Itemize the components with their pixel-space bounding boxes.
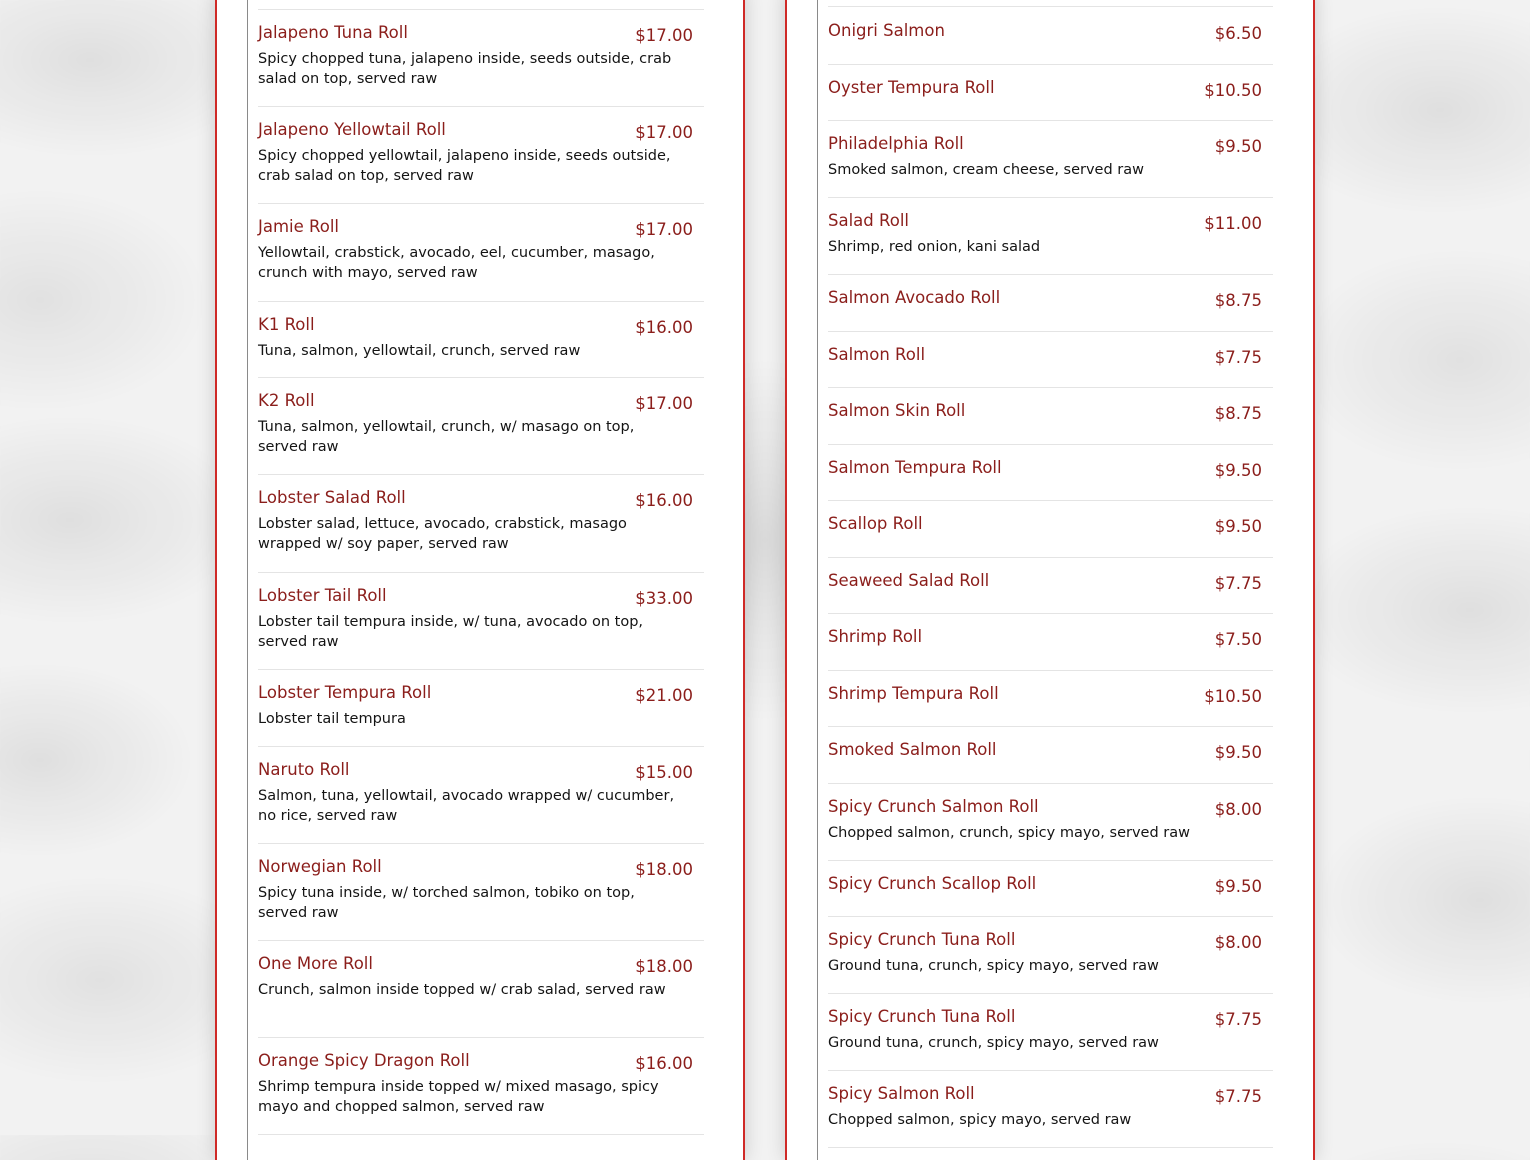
item-name: Shrimp Tempura Roll — [828, 684, 999, 703]
item-description: Shrimp, red onion, kani salad — [828, 239, 1041, 255]
menu-item[interactable] — [258, 120, 704, 204]
item-price: $17.00 — [635, 394, 693, 413]
item-description: Lobster tail tempura — [258, 711, 406, 727]
menu-item[interactable] — [258, 683, 704, 747]
menu-item[interactable] — [828, 211, 1273, 275]
item-name: Seaweed Salad Roll — [828, 571, 990, 590]
item-price: $15.00 — [635, 763, 693, 782]
item-price: $21.00 — [635, 686, 693, 705]
menu-panel-right — [785, 0, 1315, 1160]
item-price: $8.75 — [1214, 404, 1262, 423]
menu-item[interactable] — [828, 458, 1273, 501]
menu-item[interactable] — [828, 571, 1273, 614]
item-name: Scallop Roll — [828, 514, 923, 533]
menu-list-right — [817, 0, 1274, 1160]
item-price: $8.00 — [1214, 933, 1262, 952]
item-description: Lobster salad, lettuce, avocado, crabstick, masago wrapped w/ soy paper, served raw — [258, 516, 627, 552]
item-price: $17.00 — [635, 26, 693, 45]
item-name: Spicy Crunch Tuna Roll — [828, 930, 1016, 949]
menu-item[interactable] — [828, 684, 1273, 727]
menu-item[interactable] — [258, 1051, 704, 1135]
item-name: Spicy Crunch Scallop Roll — [828, 874, 1037, 893]
item-price: $10.50 — [1204, 81, 1262, 100]
item-name: Salad Roll — [828, 211, 909, 230]
item-price: $7.75 — [1214, 1010, 1262, 1029]
menu-item[interactable] — [828, 1007, 1273, 1071]
item-price: $9.50 — [1214, 743, 1262, 762]
item-name: Naruto Roll — [258, 760, 350, 779]
item-description: Chopped salmon, crunch, spicy mayo, served raw — [828, 825, 1190, 841]
item-price: $16.00 — [635, 1054, 693, 1073]
item-description: Chopped salmon, spicy mayo, served raw — [828, 1112, 1132, 1128]
item-price: $18.00 — [635, 957, 693, 976]
menu-item[interactable] — [828, 134, 1273, 198]
menu-item[interactable] — [828, 345, 1273, 388]
item-description: Tuna, salmon, yellowtail, crunch, served raw — [258, 343, 581, 359]
menu-item[interactable] — [828, 21, 1273, 65]
item-name: Jamie Roll — [258, 217, 340, 236]
item-price: $7.75 — [1214, 348, 1262, 367]
item-description: Spicy chopped tuna, jalapeno inside, seeds outside, crab salad on top, served raw — [258, 51, 672, 87]
menu-list-left — [247, 0, 705, 1160]
menu-item[interactable] — [258, 760, 704, 844]
menu-item[interactable] — [828, 740, 1273, 784]
item-price: $18.00 — [635, 860, 693, 879]
menu-item[interactable] — [828, 874, 1273, 917]
item-description: Salmon, tuna, yellowtail, avocado wrapped w/ cucumber, no rice, served raw — [258, 788, 675, 824]
item-price: $11.00 — [1204, 214, 1262, 233]
menu-item[interactable] — [258, 23, 704, 107]
item-price: $7.75 — [1214, 1087, 1262, 1106]
menu-item[interactable] — [258, 488, 704, 573]
item-description: Lobster tail tempura inside, w/ tuna, avocado on top, served raw — [258, 614, 644, 650]
menu-item[interactable] — [828, 627, 1273, 671]
item-price: $16.00 — [635, 491, 693, 510]
item-price: $16.00 — [635, 318, 693, 337]
item-description: Spicy tuna inside, w/ torched salmon, tobiko on top, served raw — [258, 885, 635, 921]
item-price: $6.50 — [1214, 24, 1262, 43]
menu-item[interactable] — [258, 954, 704, 1038]
menu-item[interactable] — [258, 217, 704, 302]
item-price: $7.50 — [1214, 630, 1262, 649]
item-name: Spicy Crunch Tuna Roll — [828, 1007, 1016, 1026]
menu-item[interactable] — [828, 288, 1273, 332]
item-name: Jalapeno Yellowtail Roll — [258, 120, 446, 139]
item-name: Philadelphia Roll — [828, 134, 964, 153]
item-name: Onigri Salmon — [828, 21, 945, 40]
item-description: Ground tuna, crunch, spicy mayo, served raw — [828, 1035, 1159, 1051]
menu-item[interactable] — [828, 401, 1273, 445]
menu-item[interactable] — [258, 315, 704, 378]
item-name: Spicy Crunch Salmon Roll — [828, 797, 1039, 816]
item-description: Tuna, salmon, yellowtail, crunch, w/ masago on top, served raw — [258, 419, 635, 455]
item-name: Lobster Tempura Roll — [258, 683, 432, 702]
menu-item[interactable] — [828, 930, 1273, 994]
item-name: Smoked Salmon Roll — [828, 740, 997, 759]
item-description: Smoked salmon, cream cheese, served raw — [828, 162, 1144, 178]
item-price: $8.75 — [1214, 291, 1262, 310]
item-name: One More Roll — [258, 954, 373, 973]
item-name: Shrimp Roll — [828, 627, 923, 646]
menu-panel-left — [215, 0, 745, 1160]
menu-item[interactable] — [828, 797, 1273, 861]
item-name: Lobster Salad Roll — [258, 488, 406, 507]
item-price: $9.50 — [1214, 461, 1262, 480]
menu-item[interactable] — [828, 514, 1273, 558]
item-description: Shrimp tempura inside topped w/ mixed masago, spicy mayo and chopped salmon, served raw — [258, 1079, 659, 1115]
item-name: Salmon Avocado Roll — [828, 288, 1001, 307]
item-name: Lobster Tail Roll — [258, 586, 387, 605]
item-name: Oyster Tempura Roll — [828, 78, 995, 97]
item-name: Salmon Skin Roll — [828, 401, 966, 420]
item-name: Norwegian Roll — [258, 857, 382, 876]
item-price: $33.00 — [635, 589, 693, 608]
menu-item-partial — [828, 0, 1273, 7]
item-name: Spicy Salmon Roll — [828, 1084, 975, 1103]
item-price: $7.75 — [1214, 574, 1262, 593]
item-name: Salmon Roll — [828, 345, 926, 364]
item-name: Orange Spicy Dragon Roll — [258, 1051, 470, 1070]
menu-item[interactable] — [258, 586, 704, 670]
item-description: Ground tuna, crunch, spicy mayo, served raw — [828, 958, 1159, 974]
item-price: $9.50 — [1214, 137, 1262, 156]
item-description: Spicy chopped yellowtail, jalapeno inside, seeds outside, crab salad on top, served raw — [258, 148, 671, 184]
menu-item[interactable] — [828, 1084, 1273, 1148]
menu-item[interactable] — [258, 857, 704, 941]
menu-item[interactable] — [258, 391, 704, 475]
item-name: Salmon Tempura Roll — [828, 458, 1002, 477]
item-name: K1 Roll — [258, 315, 315, 334]
item-price: $17.00 — [635, 220, 693, 239]
item-name: K2 Roll — [258, 391, 315, 410]
item-description: Crunch, salmon inside topped w/ crab salad, served raw — [258, 982, 666, 998]
item-price: $9.50 — [1214, 517, 1262, 536]
item-price: $10.50 — [1204, 687, 1262, 706]
item-price: $17.00 — [635, 123, 693, 142]
item-price: $9.50 — [1214, 877, 1262, 896]
menu-item[interactable] — [828, 78, 1273, 121]
item-name: Jalapeno Tuna Roll — [258, 23, 408, 42]
menu-item-partial — [258, 0, 704, 10]
item-price: $8.00 — [1214, 800, 1262, 819]
item-description: Yellowtail, crabstick, avocado, eel, cucumber, masago, crunch with mayo, served raw — [258, 245, 655, 281]
